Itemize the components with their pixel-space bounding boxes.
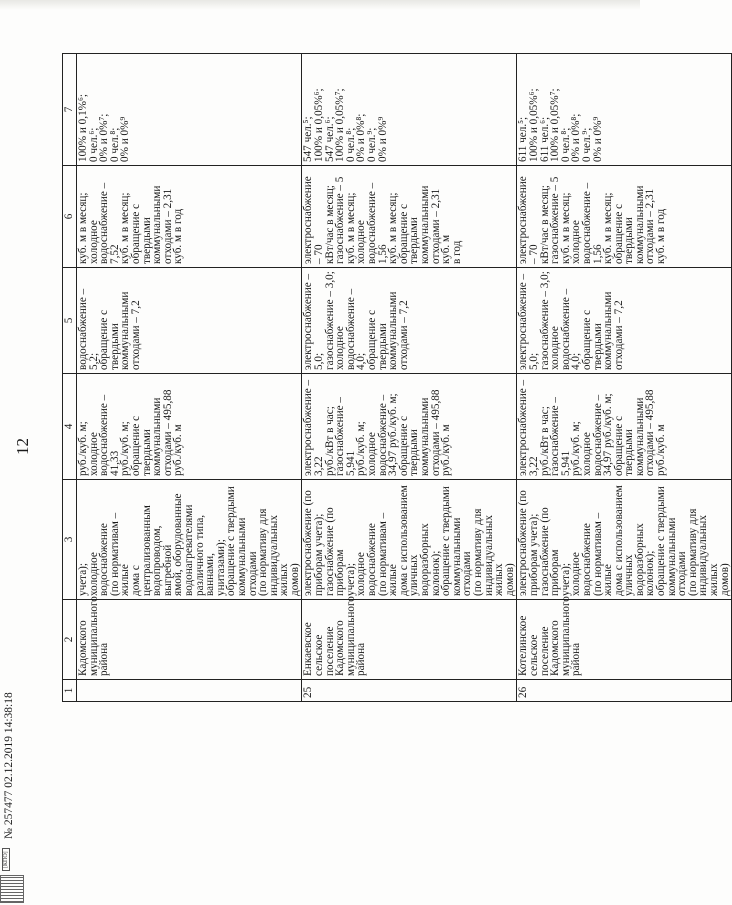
col-header: 3 [63,480,77,600]
services-cell: электроснабжение (по приборам учета); газоснабжение (по приборам учета); холодное водоснабжение (по нормативам – жилые дома с использованием уличных водоразборных колонок); обращение с твердыми коммунальными отходами (по нормативу для индивидуальных жилых домов) [517,480,732,600]
tariff-table [62,53,732,702]
stamp-tag: [КПО] [2,848,10,871]
col-header: 5 [63,268,77,374]
header-row [63,54,77,702]
row-number: 26 [517,680,732,702]
document-footer-id: № 257477 02.12.2019 14:38:18 [3,692,15,839]
col-header: 4 [63,374,77,480]
page-number: 12 [13,438,32,455]
row-number: 25 [302,680,517,702]
tariffs-cell: руб./куб. м; холодное водоснабжение – 41,33 руб./куб. м; обращение с твердыми коммунальными отходами – 495,88 руб./куб. м [77,374,302,480]
stats-cell: 547 чел.⁵; 100% и 0,05%⁶; 547 чел.⁶; 100% и 0,05%⁷; 0 чел.⁸; 0% и 0%⁸; 0 чел.⁹; 0% и 0%⁹ [302,54,517,166]
volumes-cell: куб. м в месяц; холодное водоснабжение – 7,52 куб. м в месяц; обращение с твердыми коммунальными отходами – 2,31 куб. м в год [77,166,302,268]
col-header: 1 [63,680,77,702]
tariffs-cell: электроснабжение – 3,22 руб./кВт в час; газоснабжение – 5,941 руб./куб. м; холодное водоснабжение – 34,97 руб./куб. м; обращение с твердыми коммунальными отходами – 495,88 руб./куб. м [302,374,517,480]
col-header: 7 [63,54,77,166]
table-row [517,54,732,702]
municipality-name: Енкаевское сельское поселение Кадомского муниципального района [302,600,517,680]
norms-cell: электроснабжение – 5,0; газоснабжение – 3,0; холодное водоснабжение – 4,0; обращение с твердыми коммунальными отходами – 7,2 [302,268,517,374]
col-header: 2 [63,600,77,680]
services-cell: электроснабжение (по приборам учета); газоснабжение (по приборам учета); холодное водоснабжение (по нормативам – жилые дома с использованием уличных водоразборных колонок); обращение с твердыми коммунальными отходами (по нормативу для индивидуальных жилых домов) [302,480,517,600]
table-row [302,54,517,702]
col-header: 6 [63,166,77,268]
stats-cell: 100% и 0,1%⁶; 0 чел.⁶; 0% и 0%⁷; 0 чел.⁸; 0% и 0%⁹ [77,54,302,166]
table-row [77,54,302,702]
volumes-cell: электроснабжение – 70 кВт/час в месяц; газоснабжение – 5 куб. м в месяц; холодное водоснабжение – 1,56 куб. м в месяц; обращение с твердыми коммунальными отходами – 2,31 куб. м в год [302,166,517,268]
tariffs-cell: электроснабжение – 3,22 руб./кВт в час; газоснабжение – 5,941 руб./куб. м; холодное водоснабжение – 34,97 руб./куб. м; обращение с твердыми коммунальными отходами – 495,88 руб./куб. м [517,374,732,480]
norms-cell: водоснабжение – 5,2; обращение с твердыми коммунальными отходами – 7,2 [77,268,302,374]
qr-code-icon [0,875,24,903]
municipality-name: Кадомского муниципального района [77,600,302,680]
volumes-cell: электроснабжение – 70 кВт/час в месяц; газоснабжение – 5 куб. м в месяц; холодное водоснабжение – 1,56 куб. м в месяц; обращение с твердыми коммунальными отходами – 2,31 куб. м в год [517,166,732,268]
stats-cell: 611 чел.⁵; 100% и 0,05%⁶; 611 чел.⁶; 100% и 0,05%⁷; 0 чел.⁸; 0% и 0%⁸; 0 чел.⁹; 0% и 0%⁹ [517,54,732,166]
services-cell: учета); холодное водоснабжение (по нормативам – жилые дома с централизованным водопроводом, выгребной ямой, оборудованные водонагревателями различного типа, ваннами, унитазами); обращение с твердыми коммунальными отходами (по нормативу для индивидуальных жилых домов) [77,480,302,600]
norms-cell: электроснабжение – 5,0; газоснабжение – 3,0; холодное водоснабжение – 4,0; обращение с твердыми коммунальными отходами – 7,2 [517,268,732,374]
municipality-name: Котелинское сельское поселение Кадомского муниципального района [517,600,732,680]
row-number [77,680,302,702]
